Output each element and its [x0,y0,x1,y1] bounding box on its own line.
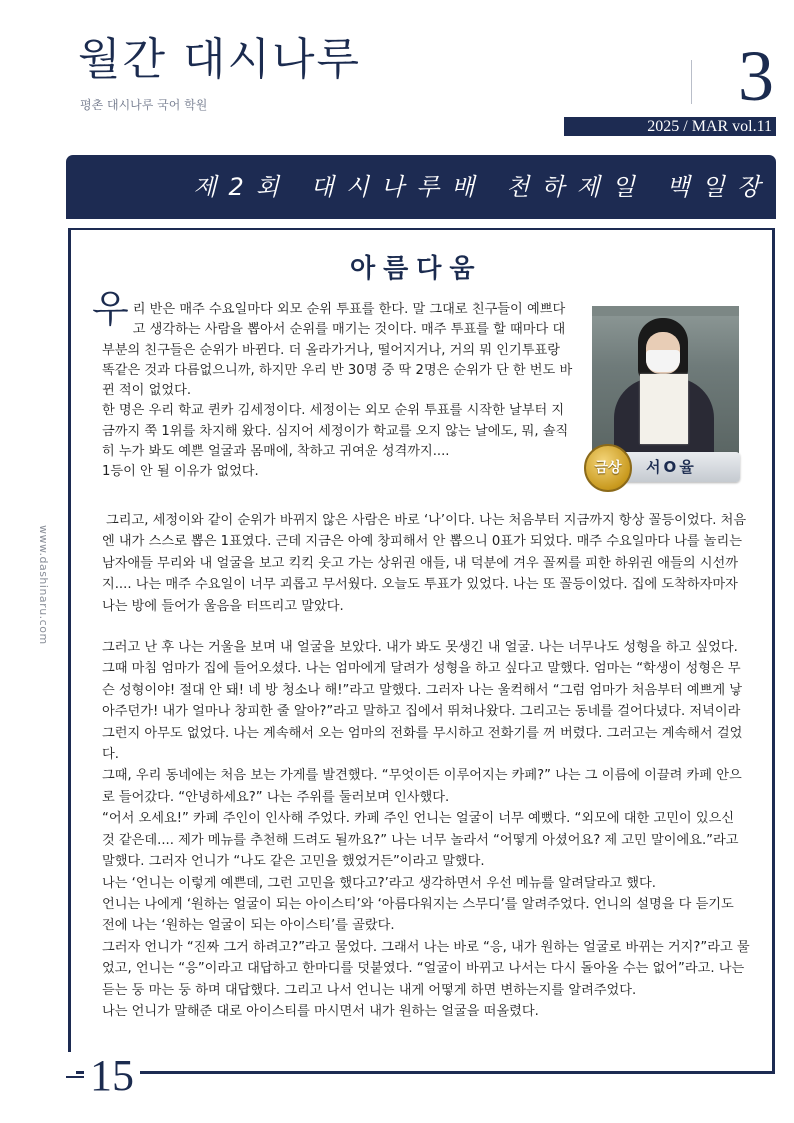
issue-divider [691,60,692,104]
masthead-title: 월간 대시나루 [78,34,362,85]
banner [66,155,776,219]
page-number: 15 [84,1048,140,1104]
article-body [102,510,750,1022]
body-paragraph: 나는 ‘언니는 이렇게 예쁜데, 그런 고민을 했다고?’라고 생각하면서 우선 메뉴를 알려달라고 했다. [102,875,656,891]
page-line [66,1076,84,1078]
article-intro [92,287,574,483]
photo-board [592,306,739,316]
photo-certificate [640,374,688,444]
body-paragraph: 그리고, 세정이와 같이 순위가 바뀌지 않은 사람은 바로 ‘나’이다. 나는 처음부터 지금까지 항상 꼴등이었다. 처음엔 내가 스스로 뽑은 1표였다. 근데 지금은 아예 창피해서 안 뽑으니 0표가 되었다. 매주 수요일마다 나를 놀리는 남자애들 무리와 내 얼굴을 보고 킥킥 웃고 가는 상위권 애들, 내 덕분에 겨우 꼴찌를 피한 하위권 애들의 시선까지.... 나는 매주 수요일이 너무 괴롭고 무서웠다. 오늘도 투표가 있었다. 나는 또 꼴등이었다. 집에 도착하자마자 나는 방에 들어가 울음을 터뜨리고 말았다. [102,513,747,614]
banner-title: 제2회 대시나루배 천하제일 백일장 [193,173,772,201]
side-url: www.dashinaru.com [37,525,50,645]
body-paragraph: 그러고 난 후 나는 거울을 보며 내 얼굴을 보았다. 내가 봐도 못생긴 내 얼굴. 나는 너무나도 성형을 하고 싶었다. 그때 마침 엄마가 집에 들어오셨다. 나는 엄마에게 달려가 성형을 하고 싶다고 말했다. 엄마는 “학생이 성형은 무슨 성형이야! 절대 안 돼! 네 방 청소나 해!”라고 말했다. 그러자 나는 울컥해서 “그럼 엄마가 처음부터 예쁘게 낳아주던가! 내가 얼마나 창피한 줄 알아?”라고 말하고 집에서 뛰쳐나왔다. 그리고는 동네를 걸어다녔다. 저녁이라 그런지 아무도 없었다. 나는 계속해서 오는 엄마의 전화를 무시하고 전화기를 꺼 버렸다. 그러고는 계속해서 걸었다. [102,640,743,763]
article-title: 아름다움 [350,254,483,284]
body-paragraph: 나는 언니가 말해준 대로 아이스티를 마시면서 내가 원하는 얼굴을 떠올렸다. [102,1003,539,1019]
intro-paragraph: 1등이 안 될 이유가 없었다. [102,464,259,480]
issue-date-bar: 2025 / MAR vol.11 [564,117,776,136]
issue-number: 3 [738,36,774,116]
award-winner-name: 서O율 [646,458,697,476]
body-paragraph: 언니는 나에게 ‘원하는 얼굴이 되는 아이스티’와 ‘아름다워지는 스무디’를 알려주었다. 언니의 설명을 다 듣기도 전에 나는 ‘원하는 얼굴이 되는 아이스티’를 골랐다. [102,896,734,934]
body-paragraph: 그러자 언니가 “진짜 그거 하려고?”라고 물었다. 그래서 나는 바로 “응, 내가 원하는 얼굴로 바뀌는 거지?”라고 물었고, 언니는 “응”이라고 대답하고 한마디를 덧붙였다. “얼굴이 바뀌고 나서는 다시 돌아올 수는 없어”라고. 나는 듣는 둥 마는 둥 하며 대답했다. 그리고 나서 언니는 내게 어떻게 하면 변하는지를 알려주었다. [102,939,750,998]
gold-medal-badge: 금상 [584,444,632,492]
drop-cap: 우 [92,287,129,331]
photo-mask [646,350,680,372]
body-paragraph: “어서 오세요!” 카페 주인이 인사해 주었다. 카페 주인 언니는 얼굴이 너무 예뻤다. “외모에 대한 고민이 있으신 것 같은데.... 제가 메뉴를 추천해 드려도 될까요?” 나는 너무 놀라서 “어떻게 아셨어요? 제 고민 말이에요.”라고 말했다. 그러자 언니가 “나도 같은 고민을 했었거든”이라고 말했다. [102,811,739,870]
paragraph-spacer [102,617,750,637]
winner-photo [592,306,739,456]
body-paragraph: 그때, 우리 동네에는 처음 보는 가게를 발견했다. “무엇이든 이루어지는 카페?” 나는 그 이름에 이끌려 카페 안으로 들어갔다. “안녕하세요?” 나는 주위를 둘러보며 인사했다. [102,768,742,805]
masthead-subtitle: 평촌 대시나루 국어 학원 [80,98,208,112]
intro-paragraph: 리 반은 매주 수요일마다 외모 순위 투표를 한다. 말 그대로 친구들이 예쁘다고 생각하는 사람을 뽑아서 순위를 매기는 것이다. 매주 투표를 할 때마다 대부분의 친구들은 순위가 바뀐다. 더 올라가거나, 떨어지거나, 거의 뭐 인기투표랑 똑같은 것과 다름없으니까, 하지만 우리 반 30명 중 딱 2명은 순위가 단 한 번도 바뀐 적이 없었다. [102,302,573,399]
intro-paragraph: 한 명은 우리 학교 퀸카 김세정이다. 세정이는 외모 순위 투표를 시작한 날부터 지금까지 쭉 1위를 차지해 왔다. 심지어 세정이가 학교를 오지 않는 날에도, 뭐, 솔직히 누가 봐도 예쁜 얼굴과 몸매에, 착하고 귀여운 성격까지.... [102,403,569,460]
